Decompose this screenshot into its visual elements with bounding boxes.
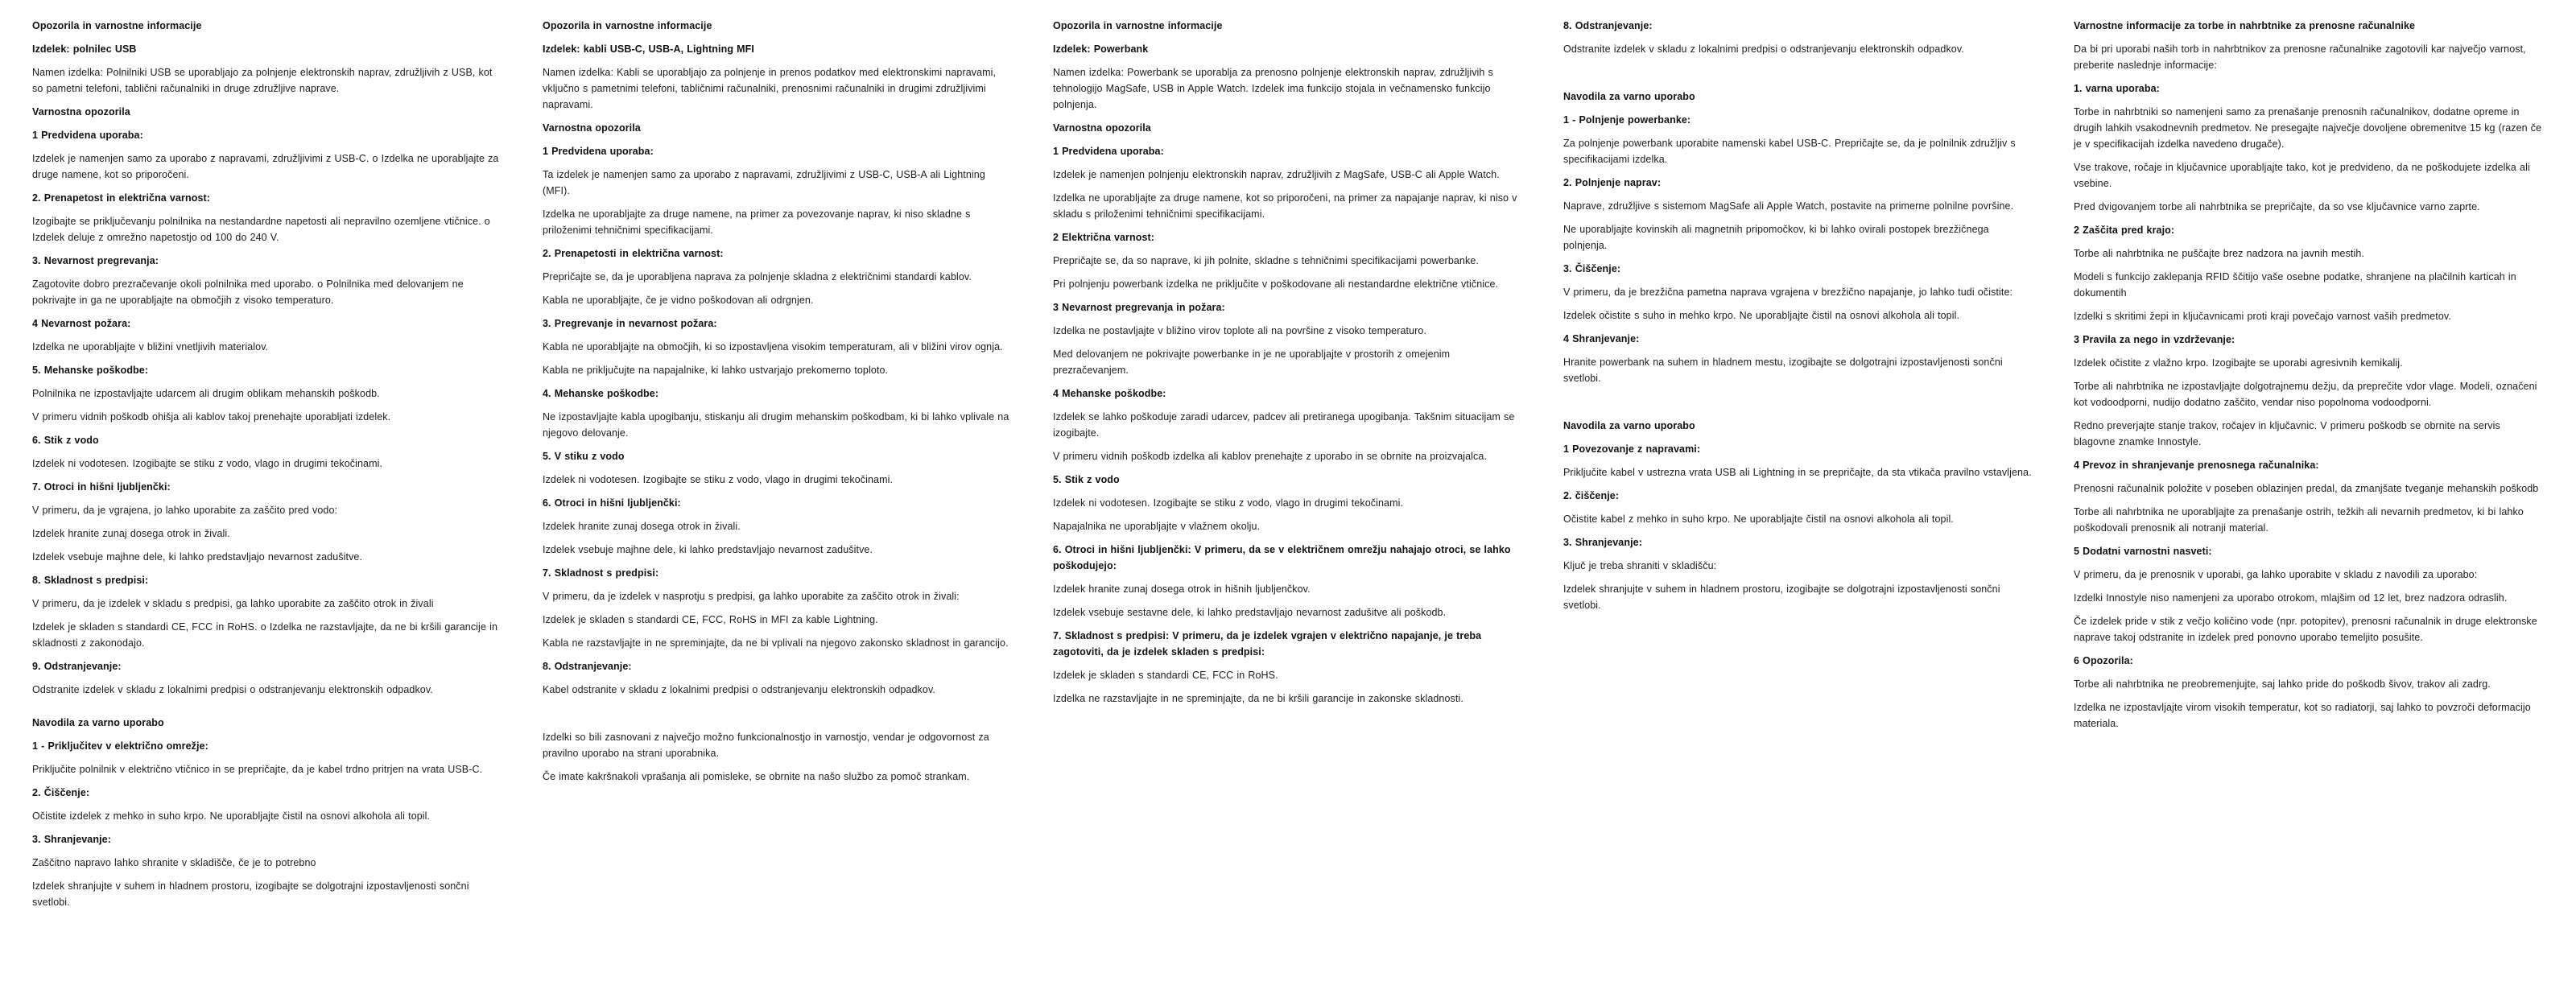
paragraph: Izdelki s skritimi žepi in ključavnicami proti kraji povečajo varnost vaših predmetov. (2074, 311, 2451, 322)
paragraph: Izdelek se lahko poškoduje zaradi udarcev, padcev ali pretiranega upogibanja. Takšnim situacijam se izogibajte. (1053, 411, 1515, 439)
section-heading: 1 Predvidena uporaba: (32, 130, 143, 141)
paragraph-gap (543, 705, 1013, 729)
section-heading: 1. varna uporaba: (2074, 83, 2160, 94)
paragraph: Izdelka ne uporabljajte za druge namene, kot so priporočeni, na primer za napajanje naprav, ki niso v skladu s priloženimi tehničnimi specifikacijami. (1053, 192, 1517, 220)
paragraph-gap (1563, 64, 2033, 89)
section-heading: Opozorila in varnostne informacije (32, 20, 202, 31)
paragraph: Izdelek je namenjen polnjenju elektronskih naprav, združljivih z MagSafe, USB-C ali Apple Watch. (1053, 169, 1500, 180)
paragraph: Ključ je treba shraniti v skladišču: (1563, 560, 1717, 571)
paragraph: V primeru, da je izdelek v skladu s predpisi, ga lahko uporabite za zaščito otrok in živali (32, 598, 434, 609)
section-heading: 1 - Polnjenje powerbanke: (1563, 114, 1691, 126)
section-heading: Navodila za varno uporabo (1563, 91, 1695, 102)
paragraph: Izdelek hranite zunaj dosega otrok in živali. (32, 528, 230, 539)
section-heading: Opozorila in varnostne informacije (1053, 20, 1223, 31)
paragraph: Izdelek vsebuje majhne dele, ki lahko predstavljajo nevarnost zadušitve. (32, 551, 363, 563)
section-heading: 3. Pregrevanje in nevarnost požara: (543, 318, 717, 329)
paragraph: Če imate kakršnakoli vprašanja ali pomisleke, se obrnite na našo službo za pomoč strankam. (543, 771, 970, 782)
paragraph: Da bi pri uporabi naših torb in nahrbtnikov za prenosne računalnike zagotovili kar največjo varnost, preberite naslednje informacije: (2074, 43, 2526, 71)
paragraph: V primeru vidnih poškodb izdelka ali kablov prenehajte z uporabo in se obrnite na proizvajalca. (1053, 451, 1488, 462)
section-heading: 1 Povezovanje z napravami: (1563, 443, 1701, 455)
paragraph: Torbe ali nahrbtnika ne uporabljajte za prenašanje ostrih, težkih ali nevarnih predmetov, ki bi lahko poškodovali prenosnik ali notranji material. (2074, 506, 2524, 534)
paragraph: Prepričajte se, da so naprave, ki jih polnite, skladne s tehničnimi specifikacijami powerbanke. (1053, 255, 1479, 266)
paragraph: Očistite izdelek z mehko in suho krpo. Ne uporabljajte čistil na osnovi alkohola ali topil. (32, 810, 431, 822)
paragraph: Kabla ne priključujte na napajalnike, ki lahko ustvarjajo prekomerno toploto. (543, 365, 889, 376)
section-heading: 4. Mehanske poškodbe: (543, 388, 659, 399)
section-heading: 4 Mehanske poškodbe: (1053, 388, 1166, 399)
paragraph: Izdelka ne uporabljajte za druge namene, na primer za povezovanje naprav, ki niso skladne s priloženimi tehničnimi specifikacijami. (543, 208, 971, 236)
paragraph: Namen izdelka: Powerbank se uporablja za prenosno polnjenje elektronskih naprav, združljivih s tehnologijo MagSafe, USB in Apple Watch. Izdelek ima funkcijo stojala in večnamensko funkcijo polnjenja. (1053, 67, 1493, 110)
paragraph: Izdelka ne izpostavljajte virom visokih temperatur, kot so radiatorji, saj lahko to povzroči deformacijo materiala. (2074, 702, 2531, 729)
section-heading: 5 Dodatni varnostni nasveti: (2074, 546, 2212, 557)
paragraph: Prepričajte se, da je uporabljena naprava za polnjenje skladna z električnimi standardi kablov. (543, 271, 972, 282)
section-heading: 3. Shranjevanje: (1563, 537, 1642, 548)
paragraph: V primeru, da je izdelek v nasprotju s predpisi, ga lahko uporabite za zaščito otrok in živali: (543, 591, 960, 602)
section-heading: 8. Odstranjevanje: (543, 661, 632, 672)
paragraph: Ta izdelek je namenjen samo za uporabo z napravami, združljivimi z USB-C, USB-A ali Lightning (MFI). (543, 169, 985, 196)
paragraph: Torbe ali nahrbtnika ne puščajte brez nadzora na javnih mestih. (2074, 248, 2365, 259)
section-heading: 4 Shranjevanje: (1563, 333, 1640, 344)
section-heading: 8. Skladnost s predpisi: (32, 575, 149, 586)
paragraph: Kabla ne razstavljajte in ne spreminjajte, da ne bi vplivali na njegovo zakonsko skladnost in garancijo. (543, 637, 1009, 649)
paragraph: Ne izpostavljajte kabla upogibanju, stiskanju ali drugim mehanskim poškodbam, ki bi lahko vplivale na njegovo delovanje. (543, 411, 1009, 439)
paragraph: Hranite powerbank na suhem in hladnem mestu, izogibajte se dolgotrajni izpostavljenosti sončni svetlobi. (1563, 357, 2003, 384)
paragraph: Izdelek očistite z vlažno krpo. Izogibajte se uporabi agresivnih kemikalij. (2074, 357, 2403, 369)
paragraph: Kabel odstranite v skladu z lokalnimi predpisi o odstranjevanju elektronskih odpadkov. (543, 684, 935, 695)
paragraph: Torbe in nahrbtniki so namenjeni samo za prenašanje prenosnih računalnikov, dodatne opreme in drugih lahkih vsakodnevnih predmetov. Ne presegajte največje dovoljene obremenitve 15 kg (razen če je v specifikacijah izdelka navedeno drugače). (2074, 106, 2542, 150)
paragraph: Zagotovite dobro prezračevanje okoli polnilnika med uporabo. o Polnilnika med delovanjem ne pokrivajte in ga ne uporabljajte na območjih z visoko temperaturo. (32, 278, 464, 306)
section-heading: 3. Shranjevanje: (32, 834, 111, 845)
paragraph: Izdelki so bili zasnovani z največjo možno funkcionalnostjo in varnostjo, vendar je odgovornost za pravilno uporabo na strani uporabnika. (543, 732, 989, 759)
section-heading: 5. Mehanske poškodbe: (32, 365, 149, 376)
section-heading: 5. V stiku z vodo (543, 451, 625, 462)
paragraph: Med delovanjem ne pokrivajte powerbanke in je ne uporabljajte v prostorih z omejenim prezračevanjem. (1053, 348, 1451, 376)
section-heading: 7. Skladnost s predpisi: V primeru, da je izdelek vgrajen v električno napajanje, je treba zagotoviti, da je izdelek skladen s predpisi: (1053, 630, 1482, 658)
paragraph: Izdelek vsebuje sestavne dele, ki lahko predstavljajo nevarnost zadušitve ali poškodb. (1053, 607, 1447, 618)
section-heading: 8. Odstranjevanje: (1563, 20, 1653, 31)
section-heading: 6 Opozorila: (2074, 655, 2133, 666)
section-heading: 2. Prenapetosti in električna varnost: (543, 248, 724, 259)
section-heading: 5. Stik z vodo (1053, 474, 1120, 485)
section-heading: 7. Skladnost s predpisi: (543, 567, 659, 579)
paragraph: Namen izdelka: Kabli se uporabljajo za polnjenje in prenos podatkov med elektronskimi napravami, vključno s pametnimi telefoni, tabličnimi računalniki, prenosnimi računalniki in drugimi združljivimi napravami. (543, 67, 997, 110)
section-heading: 2 Zaščita pred krajo: (2074, 225, 2175, 236)
section-heading: 6. Otroci in hišni ljubljenčki: V primeru, da se v električnem omrežju nahajajo otroci, se lahko poškodujejo: (1053, 544, 1511, 571)
paragraph: Torbe ali nahrbtnika ne preobremenjujte, saj lahko pride do poškodb šivov, trakov ali zadrg. (2074, 678, 2491, 690)
paragraph: Ne uporabljajte kovinskih ali magnetnih pripomočkov, ki bi lahko ovirali postopek brezžičnega polnjenja. (1563, 224, 1989, 251)
section-heading: Varnostna opozorila (32, 106, 130, 118)
section-heading: Navodila za varno uporabo (1563, 420, 1695, 431)
paragraph: V primeru vidnih poškodb ohišja ali kablov takoj prenehajte uporabljati izdelek. (32, 411, 391, 423)
paragraph: Vse trakove, ročaje in ključavnice uporabljajte tako, kot je predvideno, da ne poškodujete izdelka ali vsebine. (2074, 162, 2530, 189)
paragraph: Izdelek hranite zunaj dosega otrok in živali. (543, 521, 741, 532)
paragraph: Namen izdelka: Polnilniki USB se uporabljajo za polnjenje elektronskih naprav, združljivih z USB, kot so pametni telefoni, tablični računalniki in druge združljive naprave. (32, 67, 493, 94)
paragraph: Napajalnika ne uporabljajte v vlažnem okolju. (1053, 521, 1261, 532)
paragraph: Izdelki Innostyle niso namenjeni za uporabo otrokom, mlajšim od 12 let, brez nadzora odraslih. (2074, 592, 2508, 604)
paragraph: Če izdelek pride v stik z večjo količino vode (npr. potopitev), prenosni računalnik in druge elektronske naprave takoj odstranite in izdelek pred ponovno uporabo temeljito posušite. (2074, 616, 2537, 643)
paragraph: Izdelka ne razstavljajte in ne spreminjajte, da ne bi kršili garancije in zakonske skladnosti. (1053, 693, 1463, 704)
column-usb-charger (32, 18, 502, 990)
section-heading: 2. Polnjenje naprav: (1563, 177, 1662, 188)
paragraph: Modeli s funkcijo zaklepanja RFID ščitijo vaše osebne podatke, shranjene na plačilnih karticah in dokumentih (2074, 271, 2516, 299)
paragraph: Kabla ne uporabljajte, če je vidno poškodovan ali odrgnjen. (543, 295, 814, 306)
section-heading: 1 Predvidena uporaba: (543, 146, 654, 157)
paragraph: Izdelka ne uporabljajte v bližini vnetljivih materialov. (32, 341, 269, 353)
paragraph: Priključite polnilnik v električno vtičnico in se prepričajte, da je kabel trdno pritrjen na vrata USB-C. (32, 764, 483, 775)
section-heading: Izdelek: Powerbank (1053, 43, 1149, 55)
paragraph: Torbe ali nahrbtnika ne izpostavljajte dolgotrajnemu dežju, da preprečite vdor vlage. Modeli, označeni kot vodoodporni, nudijo dodatno zaščito, vendar niso popolnoma vodoodporni. (2074, 381, 2537, 408)
section-heading: 3 Nevarnost pregrevanja in požara: (1053, 302, 1225, 313)
paragraph: Izdelek hranite zunaj dosega otrok in hišnih ljubljenčkov. (1053, 583, 1311, 595)
paragraph-gap (1563, 394, 2033, 418)
paragraph: Izdelek shranjujte v suhem in hladnem prostoru, izogibajte se dolgotrajni izpostavljenosti sončni svetlobi. (32, 880, 469, 908)
paragraph: Izdelek očistite s suho in mehko krpo. Ne uporabljajte čistil na osnovi alkohola ali topil. (1563, 310, 1960, 321)
section-heading: 2. Prenapetost in električna varnost: (32, 192, 211, 204)
paragraph: Izdelka ne postavljajte v bližino virov toplote ali na površine z visoko temperaturo. (1053, 325, 1427, 336)
paragraph: Zaščitno napravo lahko shranite v skladišče, če je to potrebno (32, 857, 316, 868)
column-powerbank-cable-instructions (1563, 18, 2033, 990)
section-heading: 3. Čiščenje: (1563, 263, 1621, 274)
section-heading: 1 Predvidena uporaba: (1053, 146, 1164, 157)
paragraph: V primeru, da je prenosnik v uporabi, ga lahko uporabite v skladu z navodili za uporabo: (2074, 569, 2478, 580)
paragraph: Izdelek je namenjen samo za uporabo z napravami, združljivimi z USB-C. o Izdelka ne uporabljajte za druge namene, kot so priporočeni. (32, 153, 499, 180)
section-heading: 4 Nevarnost požara: (32, 318, 131, 329)
paragraph: Izogibajte se priključevanju polnilnika na nestandardne napetosti ali nepravilno ozemljene vtičnice. o Izdelek deluje z omrežno napetostjo od 100 do 240 V. (32, 216, 490, 243)
paragraph: Kabla ne uporabljajte na območjih, ki so izpostavljena visokim temperaturam, ali v bližini virov ognja. (543, 341, 1003, 353)
column-cables (543, 18, 1013, 990)
section-heading: 6. Stik z vodo (32, 435, 99, 446)
paragraph: Redno preverjajte stanje trakov, ročajev in ključavnic. V primeru poškodb se obrnite na servis blagovne znamke Innostyle. (2074, 420, 2500, 447)
section-heading: 6. Otroci in hišni ljubljenčki: (543, 497, 681, 509)
paragraph: Izdelek shranjujte v suhem in hladnem prostoru, izogibajte se dolgotrajni izpostavljenosti sončni svetlobi. (1563, 583, 2000, 611)
paragraph: Za polnjenje powerbank uporabite namenski kabel USB-C. Prepričajte se, da je polnilnik združljiv s specifikacijami izdelka. (1563, 138, 2016, 165)
section-heading: 2. čiščenje: (1563, 490, 1620, 501)
section-heading: 2 Električna varnost: (1053, 232, 1155, 243)
paragraph: Polnilnika ne izpostavljajte udarcem ali drugim oblikam mehanskih poškodb. (32, 388, 380, 399)
paragraph: Izdelek ni vodotesen. Izogibajte se stiku z vodo, vlago in drugimi tekočinami. (543, 474, 894, 485)
section-heading: 7. Otroci in hišni ljubljenčki: (32, 481, 171, 493)
paragraph: Izdelek ni vodotesen. Izogibajte se stiku z vodo, vlago in drugimi tekočinami. (32, 458, 383, 469)
section-heading: Izdelek: kabli USB-C, USB-A, Lightning MFI (543, 43, 754, 55)
paragraph: Izdelek je skladen s standardi CE, FCC in RoHS. (1053, 670, 1278, 681)
paragraph: Priključite kabel v ustrezna vrata USB ali Lightning in se prepričajte, da sta vtikača pravilno vstavljena. (1563, 467, 2032, 478)
section-heading: 3 Pravila za nego in vzdrževanje: (2074, 334, 2235, 345)
paragraph: Pred dvigovanjem torbe ali nahrbtnika se prepričajte, da so vse ključavnice varno zaprte. (2074, 201, 2480, 212)
paragraph: Naprave, združljive s sistemom MagSafe ali Apple Watch, postavite na primerne polnilne površine. (1563, 200, 2014, 212)
paragraph: Prenosni računalnik položite v poseben oblazinjen predal, da zmanjšate tveganje mehanskih poškodb (2074, 483, 2539, 494)
paragraph-gap (32, 705, 502, 715)
section-heading: 4 Prevoz in shranjevanje prenosnega računalnika: (2074, 460, 2319, 471)
paragraph: V primeru, da je brezžična pametna naprava vgrajena v brezžično napajanje, jo lahko tudi očistite: (1563, 287, 2013, 298)
paragraph: Očistite kabel z mehko in suho krpo. Ne uporabljajte čistil na osnovi alkohola ali topil. (1563, 513, 1954, 525)
paragraph: Pri polnjenju powerbank izdelka ne priključite v poškodovane ali nestandardne električne vtičnice. (1053, 278, 1499, 290)
section-heading: Izdelek: polnilec USB (32, 43, 137, 55)
section-heading: 1 - Priključitev v električno omrežje: (32, 740, 208, 752)
paragraph: V primeru, da je vgrajena, jo lahko uporabite za zaščito pred vodo: (32, 505, 338, 516)
section-heading: Opozorila in varnostne informacije (543, 20, 712, 31)
section-heading: 9. Odstranjevanje: (32, 661, 122, 672)
section-heading: Varnostna opozorila (1053, 122, 1151, 134)
paragraph: Izdelek ni vodotesen. Izogibajte se stiku z vodo, vlago in drugimi tekočinami. (1053, 497, 1404, 509)
paragraph: Izdelek vsebuje majhne dele, ki lahko predstavljajo nevarnost zadušitve. (543, 544, 873, 555)
paragraph: Odstranite izdelek v skladu z lokalnimi predpisi o odstranjevanju elektronskih odpadkov. (32, 684, 433, 695)
column-powerbank (1053, 18, 1523, 990)
paragraph: Izdelek je skladen s standardi CE, FCC, RoHS in MFI za kable Lightning. (543, 614, 878, 625)
paragraph: Odstranite izdelek v skladu z lokalnimi predpisi o odstranjevanju elektronskih odpadkov. (1563, 43, 1964, 55)
section-heading: Varnostne informacije za torbe in nahrbtnike za prenosne računalnike (2074, 20, 2416, 31)
section-heading: Navodila za varno uporabo (32, 717, 164, 728)
section-heading: Varnostna opozorila (543, 122, 641, 134)
paragraph: Izdelek je skladen s standardi CE, FCC in RoHS. o Izdelka ne razstavljajte, da ne bi kršili garancije in skladnosti z zakonodajo. (32, 621, 497, 649)
section-heading: 2. Čiščenje: (32, 787, 90, 798)
section-heading: 3. Nevarnost pregrevanja: (32, 255, 159, 266)
column-laptop-bags (2074, 18, 2544, 990)
